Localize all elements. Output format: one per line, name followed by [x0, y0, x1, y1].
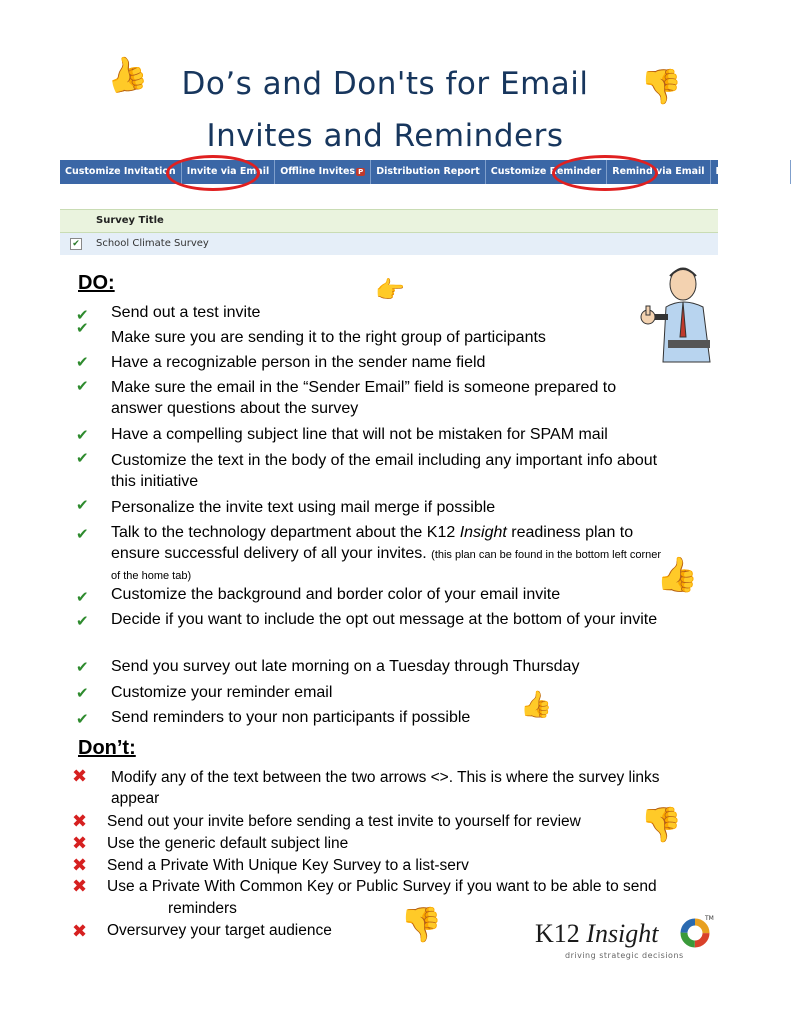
logo-tagline: driving strategic decisions — [565, 951, 684, 960]
tab-remind-via-email[interactable]: Remind via Email — [607, 160, 710, 184]
thumbs-up-hand-icon: 👍 — [100, 50, 152, 100]
pdf-icon: P — [358, 168, 364, 176]
dont-heading: Don’t: — [78, 737, 136, 759]
list-item: Send reminders to your non participants if possible — [111, 709, 471, 726]
x-mark-icon: ✖ — [72, 811, 88, 832]
list-item: Customize the text in the body of the email including any important info about this initiative — [111, 452, 658, 490]
do-heading: DO: — [78, 272, 115, 294]
tab-offline-invites[interactable] — [275, 160, 371, 184]
x-mark-icon: ✖ — [72, 921, 88, 942]
list-item: Oversurvey your target audience — [107, 922, 332, 939]
check-icon: ✔ — [76, 588, 89, 606]
page-title — [150, 58, 620, 162]
check-icon: ✔ — [76, 449, 89, 467]
check-icon: ✔ — [76, 525, 89, 543]
check-icon: ✔ — [76, 426, 89, 444]
table-row[interactable] — [60, 233, 718, 255]
list-item: Personalize the invite text using mail merge if possible — [111, 499, 496, 516]
tab-offline-invites-label: Offline Invites — [280, 166, 356, 177]
list-item: Have a compelling subject line that will not be mistaken for SPAM mail — [111, 426, 608, 443]
logo-wordmark — [535, 919, 659, 949]
talk-text-2: readiness plan to ensure successful delivery of all your invites. — [111, 524, 634, 562]
check-icon: ✔ — [76, 306, 89, 324]
checkbox-checked-icon[interactable]: ✔ — [70, 238, 82, 250]
list-item: Use a Private With Common Key or Public Survey if you want to be able to send — [107, 878, 657, 895]
list-item: Use the generic default subject line — [107, 835, 349, 852]
k12-insight-logo — [535, 915, 720, 970]
list-item: Make sure the email in the “Sender Email” field is someone prepared to answer questions about the survey — [111, 379, 617, 417]
x-mark-icon: ✖ — [72, 876, 88, 897]
check-icon: ✔ — [76, 684, 89, 702]
pointing-hand-icon: 👉 — [375, 276, 405, 304]
talk-note: (this plan can be found in the bottom left corner of the home tab) — [111, 549, 662, 582]
list-item: Modify any of the text between the two arrows <>. This is where the survey links appear — [111, 769, 660, 807]
list-item: Send a Private With Unique Key Survey to a list-serv — [107, 857, 469, 874]
title-line-2: Invites and Reminders — [206, 118, 564, 154]
check-icon: ✔ — [76, 319, 89, 337]
title-line-1: Do’s and Don'ts for Email — [181, 66, 589, 102]
list-item: Have a recognizable person in the sender name field — [111, 354, 486, 371]
tab-list-manager[interactable]: List Manager — [711, 160, 791, 184]
thumbs-down-hand-icon: 👎 — [640, 805, 683, 845]
x-mark-icon: ✖ — [72, 833, 88, 854]
list-item: Customize the background and border color of your email invite — [111, 586, 561, 603]
survey-table — [60, 209, 718, 255]
list-item: reminders — [168, 900, 237, 917]
x-mark-icon: ✖ — [72, 766, 88, 787]
thumbs-up-hand-icon: 👍 — [656, 555, 699, 595]
tab-invite-via-email[interactable]: Invite via Email — [182, 160, 276, 184]
check-icon: ✔ — [76, 710, 89, 728]
logo-k12: K12 — [535, 919, 587, 948]
highlight-circle-invite — [166, 155, 260, 191]
logo-tm: TM — [705, 915, 714, 922]
survey-table-header: Survey Title — [60, 209, 718, 233]
check-icon: ✔ — [76, 353, 89, 371]
list-item: Decide if you want to include the opt out message at the bottom of your invite — [111, 611, 658, 628]
talk-text-1: Talk to the technology department about the K12 — [111, 524, 460, 541]
list-item: Send out a test invite — [111, 304, 261, 321]
tab-customize-invitation[interactable]: Customize Invitation — [60, 160, 182, 184]
pointing-hand-icon: 👍 — [520, 690, 553, 720]
thumbs-down-hand-icon: 👎 — [400, 905, 443, 945]
thumbs-down-hand-icon: 👎 — [640, 67, 683, 107]
list-item: Make sure you are sending it to the right group of participants — [111, 329, 546, 346]
list-item: Customize your reminder email — [111, 684, 333, 701]
list-item: Send you survey out late morning on a Tuesday through Thursday — [111, 658, 580, 675]
check-icon: ✔ — [76, 612, 89, 630]
x-mark-icon: ✖ — [72, 855, 88, 876]
talk-text-italic: Insight — [459, 524, 507, 541]
list-item — [111, 522, 671, 585]
tab-customize-reminder[interactable]: Customize Reminder — [486, 160, 608, 184]
logo-insight: Insight — [586, 919, 659, 948]
highlight-circle-remind — [552, 155, 658, 191]
check-icon: ✔ — [76, 377, 89, 395]
check-icon: ✔ — [76, 658, 89, 676]
check-icon: ✔ — [76, 496, 89, 514]
survey-title-cell: School Climate Survey — [96, 238, 209, 249]
tab-distribution-report[interactable]: Distribution Report — [371, 160, 486, 184]
list-item: Send out your invite before sending a test invite to yourself for review — [107, 813, 581, 830]
